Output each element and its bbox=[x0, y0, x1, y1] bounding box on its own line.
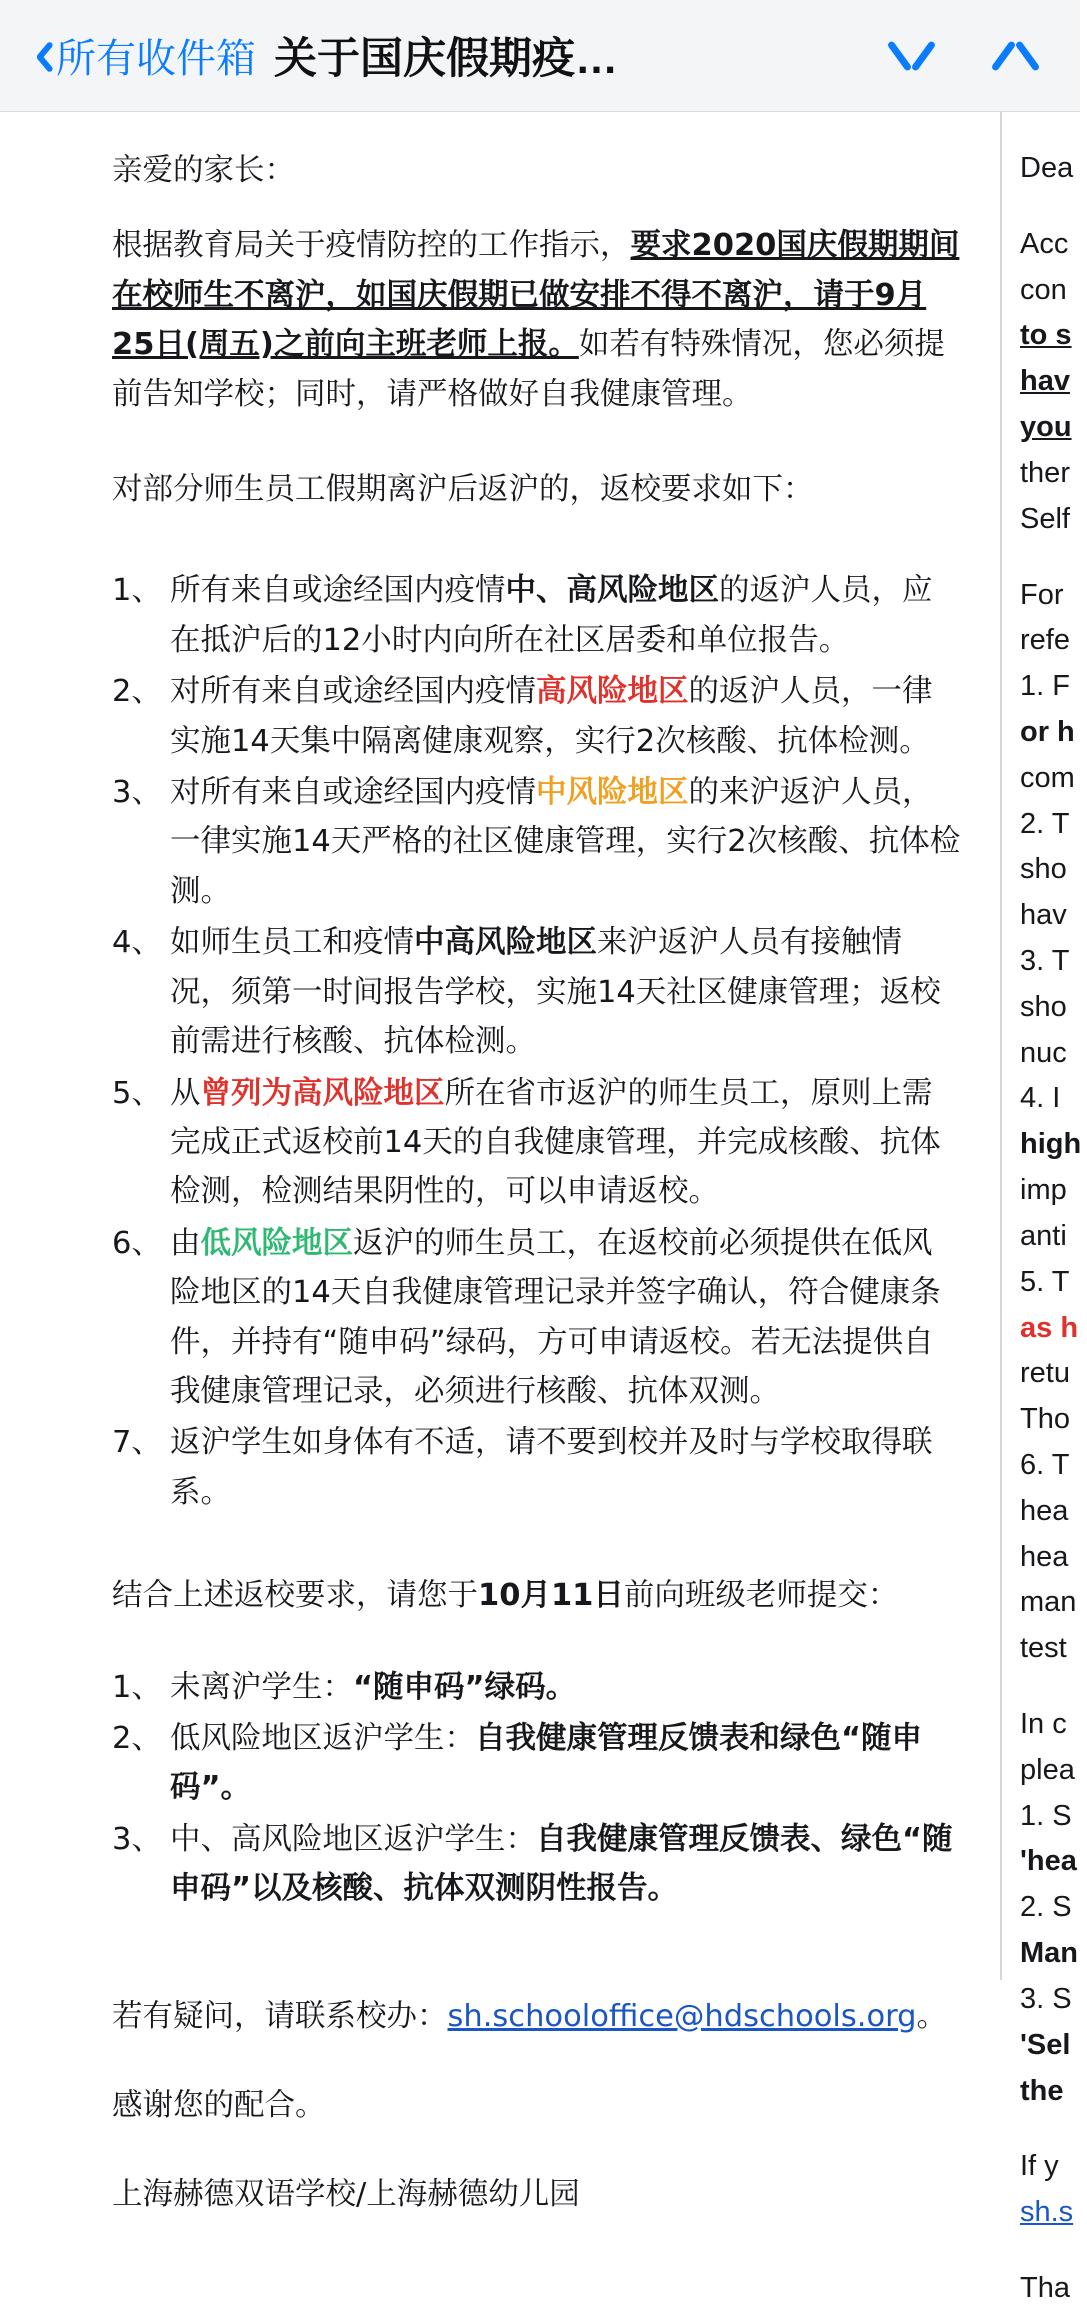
english-text-line: con bbox=[1020, 273, 1067, 306]
return-requirement-item bbox=[112, 918, 962, 1066]
english-text-line: In c bbox=[1020, 1708, 1067, 1740]
contact-text-b: 。 bbox=[916, 1998, 947, 2034]
english-text-line: man bbox=[1020, 1586, 1077, 1619]
english-text-line: refe bbox=[1020, 624, 1070, 657]
body-text: 所在省市返沪的师生员工，原则上需完成正式返校前14天的自我健康管理，并完成核酸、抗体检测，检测结果阴性的，可以申请返校。 bbox=[170, 1075, 941, 1210]
body-text: 由 bbox=[170, 1225, 201, 1261]
english-text-line: 'Sel bbox=[1020, 2028, 1071, 2061]
section-title-return-requirements: 对部分师生员工假期离沪后返沪的，返校要求如下： bbox=[112, 472, 814, 508]
emphasis-bold-text: 自我健康管理反馈表、绿色“随申码”以及核酸、抗体双测阴性报告。 bbox=[170, 1821, 953, 1907]
email-body[interactable] bbox=[0, 112, 1082, 2304]
school-office-email-link-english[interactable]: sh.s bbox=[1020, 2196, 1074, 2229]
emphasis-bold-text: 中、高风险地区 bbox=[505, 573, 719, 609]
message-navigation-group bbox=[884, 36, 1054, 76]
list-item-number: 4、 bbox=[112, 925, 162, 961]
chevron-up-icon bbox=[887, 40, 913, 72]
english-paragraph-spacer bbox=[1020, 2114, 1081, 2144]
body-text: 从 bbox=[170, 1075, 201, 1111]
page-title: 关于国庆假期疫… bbox=[274, 35, 618, 83]
english-paragraph-spacer bbox=[1020, 192, 1081, 222]
body-text: 低风险地区返沪学生： bbox=[170, 1720, 475, 1756]
chevron-left-icon bbox=[26, 38, 46, 74]
english-text-line: as h bbox=[1020, 1311, 1079, 1344]
body-text: 对所有来自或途经国内疫情 bbox=[170, 775, 536, 811]
english-text-line: Tho bbox=[1020, 1403, 1070, 1436]
submission-item-list bbox=[112, 1663, 962, 1914]
english-paragraph-spacer bbox=[1020, 2236, 1081, 2266]
english-text-line: plea bbox=[1020, 1753, 1075, 1786]
body-text: 的来沪返沪人员，一律实施14天严格的社区健康管理，实行2次核酸、抗体检测。 bbox=[170, 775, 961, 909]
english-text-line: sho bbox=[1020, 853, 1067, 886]
contact-paragraph bbox=[112, 1992, 962, 2041]
english-text-line: nuc bbox=[1020, 1036, 1067, 1069]
english-paragraph-spacer bbox=[1020, 1672, 1081, 1702]
body-text: 的返沪人员，一律实施14天集中隔离健康观察，实行2次核酸、抗体检测。 bbox=[170, 674, 933, 759]
return-requirement-item bbox=[112, 768, 962, 916]
chevron-up-icon-right bbox=[911, 40, 937, 72]
salutation: 亲爱的家长： bbox=[112, 153, 295, 188]
english-text-line: imp bbox=[1020, 1174, 1067, 1207]
submission-item bbox=[112, 1815, 962, 1914]
medium-risk-area-text: 中风险地区 bbox=[536, 775, 689, 811]
english-text-line: to s bbox=[1020, 319, 1072, 352]
low-risk-area-text: 低风险地区 bbox=[200, 1225, 353, 1261]
english-text-line: or h bbox=[1020, 715, 1075, 748]
english-text-line: hav bbox=[1020, 899, 1067, 932]
body-text: 返沪的师生员工，在返校前必须提供在低风险地区的14天自我健康管理记录并签字确认，符合健康条件，并持有“随申码”绿码，方可申请返校。若无法提供自我健康管理记录，必须进行核酸、抗体双测。 bbox=[170, 1225, 941, 1409]
english-text-line: com bbox=[1020, 761, 1075, 794]
english-text-line: Dea bbox=[1020, 152, 1074, 184]
intro-text-a: 根据教育局关于疫情防控的工作指示， bbox=[112, 228, 631, 264]
body-text: 未离沪学生： bbox=[170, 1669, 353, 1705]
list-item-number: 2、 bbox=[112, 1720, 162, 1756]
list-item-number: 5、 bbox=[112, 1075, 162, 1111]
school-office-email-link[interactable]: sh.schooloffice@hdschools.org bbox=[447, 1998, 917, 2034]
english-text-line: If y bbox=[1020, 2150, 1059, 2183]
list-item-number: 2、 bbox=[112, 674, 162, 710]
return-requirement-item bbox=[112, 1219, 962, 1417]
english-text-line: hav bbox=[1020, 365, 1070, 398]
submission-lead bbox=[112, 1571, 962, 1620]
intro-paragraph bbox=[112, 221, 962, 419]
next-message-button[interactable] bbox=[988, 36, 1044, 76]
list-item-number: 3、 bbox=[112, 1821, 162, 1857]
english-text-line: 2. S bbox=[1020, 1891, 1072, 1924]
english-text-lines bbox=[1020, 146, 1081, 2312]
english-text-line: high bbox=[1020, 1128, 1082, 1161]
list-item-number: 7、 bbox=[112, 1425, 162, 1461]
english-text-line: the bbox=[1020, 2074, 1064, 2107]
return-requirement-item bbox=[112, 1418, 962, 1517]
return-requirement-item bbox=[112, 566, 962, 665]
english-text-line: 5. T bbox=[1020, 1265, 1070, 1298]
english-paragraph-spacer bbox=[1020, 543, 1081, 573]
body-text: 返沪学生如身体有不适，请不要到校并及时与学校取得联系。 bbox=[170, 1425, 933, 1510]
body-text: 对所有来自或途经国内疫情 bbox=[170, 674, 536, 710]
emphasis-bold-text: “随申码”绿码。 bbox=[353, 1669, 577, 1705]
return-requirement-list bbox=[112, 566, 962, 1517]
submission-lead-b: 前向班级老师提交： bbox=[623, 1578, 899, 1614]
return-requirement-item bbox=[112, 1069, 962, 1217]
chevron-down-icon-right bbox=[1015, 40, 1041, 72]
list-item-number: 1、 bbox=[112, 573, 162, 609]
submission-item bbox=[112, 1663, 962, 1712]
intro-underlined-requirement: 要求2020国庆假期期间在校师生不离沪，如国庆假期已做安排不得不离沪，请于9月25日(周五)之前向主班老师上报。 bbox=[112, 228, 960, 363]
previous-message-button[interactable] bbox=[884, 36, 940, 76]
return-requirement-item bbox=[112, 667, 962, 766]
english-text-line: 1. S bbox=[1020, 1799, 1072, 1832]
english-text-line: sho bbox=[1020, 990, 1067, 1023]
back-button-label: 所有收件箱 bbox=[56, 37, 256, 81]
navigation-bar bbox=[0, 0, 1080, 112]
english-text-line: 1. F bbox=[1020, 670, 1070, 703]
body-text: 的返沪人员，应在抵沪后的12小时内向所在社区居委和单位报告。 bbox=[170, 573, 933, 658]
submission-lead-a: 结合上述返校要求，请您于 bbox=[112, 1578, 478, 1614]
emphasis-bold-text: 中高风险地区 bbox=[414, 925, 597, 961]
list-item-number: 3、 bbox=[112, 775, 162, 811]
english-text-line: hea bbox=[1020, 1494, 1069, 1527]
english-text-line: Man bbox=[1020, 1937, 1078, 1970]
list-item-number: 1、 bbox=[112, 1669, 162, 1705]
english-text-line: test bbox=[1020, 1632, 1067, 1665]
body-text: 中、高风险地区返沪学生： bbox=[170, 1821, 536, 1857]
english-text-line: 'hea bbox=[1020, 1845, 1077, 1878]
signature-line: 上海赫德双语学校/上海赫德幼儿园 bbox=[112, 2177, 580, 2213]
english-text-line: Acc bbox=[1020, 227, 1069, 260]
english-text-line: retu bbox=[1020, 1357, 1070, 1390]
high-risk-area-text: 曾列为高风险地区 bbox=[200, 1075, 445, 1111]
english-text-line: 4. I bbox=[1020, 1082, 1061, 1115]
english-text-line: Tha bbox=[1020, 2271, 1070, 2304]
submission-item bbox=[112, 1714, 962, 1813]
contact-text-a: 若有疑问，请联系校办： bbox=[112, 1998, 448, 2034]
back-to-all-inboxes-button[interactable] bbox=[26, 27, 256, 84]
emphasis-bold-text: 自我健康管理反馈表和绿色“随申码”。 bbox=[170, 1720, 923, 1806]
chevron-down-icon bbox=[991, 40, 1017, 72]
email-body-english-column bbox=[1002, 112, 1087, 2304]
body-text: 如师生员工和疫情 bbox=[170, 925, 414, 961]
thanks-line: 感谢您的配合。 bbox=[112, 2088, 326, 2123]
english-text-line: 3. T bbox=[1020, 945, 1070, 977]
english-text-line: anti bbox=[1020, 1219, 1067, 1252]
email-body-chinese-column bbox=[0, 112, 1002, 2213]
intro-text-b: 如若有特殊情况，您必须提前告知学校；同时，请严格做好自我健康管理。 bbox=[112, 327, 945, 412]
english-text-line: 3. S bbox=[1020, 1982, 1072, 2015]
body-text: 来沪返沪人员有接触情况，须第一时间报告学校，实施14天社区健康管理；返校前需进行核酸、抗体检测。 bbox=[170, 925, 941, 1060]
list-item-number: 6、 bbox=[112, 1225, 162, 1261]
submission-deadline: 10月11日 bbox=[478, 1578, 624, 1614]
body-text: 所有来自或途经国内疫情 bbox=[170, 573, 506, 609]
english-text-line: ther bbox=[1020, 456, 1070, 489]
english-text-line: Self bbox=[1020, 502, 1070, 535]
english-text-line: 2. T bbox=[1020, 807, 1070, 840]
english-text-line: hea bbox=[1020, 1540, 1069, 1573]
english-text-line: 6. T bbox=[1020, 1448, 1070, 1481]
english-text-line: you bbox=[1020, 411, 1072, 444]
high-risk-area-text: 高风险地区 bbox=[536, 674, 689, 710]
english-text-line: For bbox=[1020, 578, 1064, 611]
